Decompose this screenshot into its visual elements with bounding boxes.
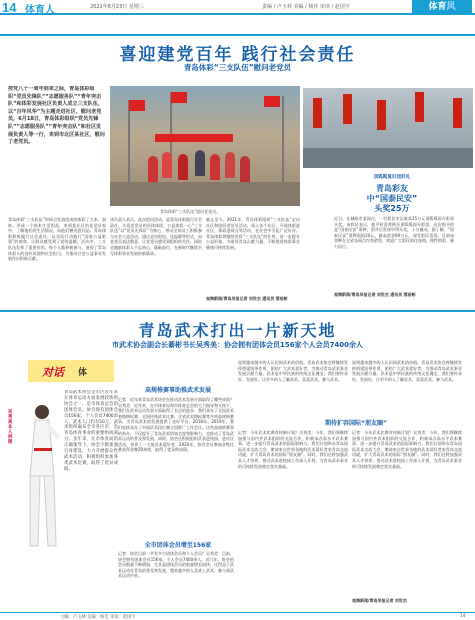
article2-title: 青岛武术打出一片新天地 [138, 321, 337, 340]
page-header [0, 0, 475, 15]
sidebar-label: 顶呱呱复归送好礼 [373, 175, 411, 180]
article2-s2-body: 记者：协会目前一共有多少团体会员和个人会员？吴秀美：目前，协会拥有团体会员156家，个人会员7400余人。近几年，协会的会员数量不断增加，尤其是团体会员的数量增长较快。这得益于武术运动在青岛的普及和发展，越来越多的人喜欢上武术，参与到武术运动中来。 [118, 551, 234, 579]
dialogue-badge: 对话 体 [28, 360, 114, 382]
person-caption: 吴秀美 本人供图 [8, 410, 13, 445]
article2-s3-body: 记者：今年武术比赛有何新计划？吴秀美：今年，我们将继续加强与国内外武术组织的交流合作，积极承办高水平武术赛事，进一步提升青岛武术的国际影响力。我们计划举办青岛国际武术交流大会，邀请来自世界各地的武术爱好者来青岛交流切磋，扩大青岛武术的国际“朋友圈”。同时，我们还将加强武术人才培养，推动武术进校园工作深入开展，为青岛武术事业的可持续发展奠定坚实基础。 [238, 430, 348, 469]
divider [0, 34, 475, 36]
article2-s3-body: 记者：今年武术比赛有何新计划？吴秀美：今年，我们将继续加强与国内外武术组织的交流合作，积极承办高水平武术赛事，进一步提升青岛武术的国际影响力。我们计划举办青岛国际武术交流大会，邀请来自世界各地的武术爱好者来青岛交流切磋，扩大青岛武术的国际“朋友圈”。同时，我们还将加强武术人才培养，推动武术进校园工作深入开展，为青岛武术事业的可持续发展奠定坚实基础。 [352, 430, 462, 469]
page-number: 14 [2, 0, 17, 15]
person-photo [18, 396, 62, 576]
footer-page-number: 14 [460, 614, 466, 619]
divider [0, 310, 475, 312]
article1-col1: 青岛体彩“三支队伍”和网点发放组成的体彩了大本、加转、形成一个基本生活用品，来到某社区的老党员家中，了解他们的生活情况，向他们赠送慰问品。青岛体彩积极履行社会责任，以实际行动践行“国家公益彩票”的使命，让群众感受到了党的温暖。活动中，三支队伍发挥了重要作用，每个人都积极参与，展现了青岛体彩人的良好风貌和社会担当，为推动社会公益事业发展作出积极贡献。 [8, 217, 106, 262]
article2-right-col: 说明越来越多的人认识到武术的价值。青岛武术协会将继续发挥桥梁纽带作用，团结广大武术爱好者，为推动青岛武术事业发展贡献力量。武术是中华民族的传统文化瑰宝，我们要传承好、发展好，让更多的人了解武术、喜爱武术、参与武术。 [352, 360, 462, 382]
article2-intro: 青岛武术协会是市区近年来在体育运动方面发展较快的协会之一，是市体育总会的团体会员。协会现有团体会员156家，个人会员7400余人，武术人口约有50万，武术组织遍布全市各区市，是青岛体育事业的重要组成部分。多年来，在市体育局的正确领导下，协会不断加强自身建设，大力开展群众性武术活动，积极组织参加各类武术比赛，取得了优异成绩。 [64, 390, 118, 472]
section-title: 体育人 [25, 5, 55, 16]
sidebar-headline: 青岛彩友 中“国泰民安” 头奖25万 [366, 184, 418, 213]
article1-byline: 观海新闻/青岛早报记者 刘世杰 通讯员 蔡裕彬 [206, 296, 288, 301]
article2-byline: 观海新闻/青岛早报记者 刘世杰 [352, 598, 407, 603]
article1-title: 喜迎建党百年 践行社会责任 [119, 45, 356, 65]
article1-lead: 按党八十一周年到来之际，青岛体彩组织“党员先锋队”“志愿服务队”“青年突击队”和体彩发展社区负责人成立三支队伍，以“百年风华”为主题走进社区、慰问老党员，6月18日，青岛体彩组织“党员先锋队”“志愿服务队”“青年突击队”和社区发展负责人等一行，来到市北区某社区，慰问了老党员。 [8, 86, 105, 146]
editors-line: 责编 / 卢玉林 美编 / 杨佳 审读 / 赵国宇 [262, 4, 350, 10]
photo-caption: 青岛体彩“三支队伍”慰问老党员。 [160, 209, 221, 214]
article1-col2: 该负责人表示，此次慰问活动，是青岛体彩践行社会责任、关爱老党员的具体体现。公益体彩一心“三支队伍”以“党员先锋队”为核心，带动全体员工积极参与社会公益活动，通过走访慰问、送温暖等形式，向老党员表达敬意，让老党员感受到组织的关怀，同时也激励体彩人不忘初心、砥砺前行，在新时代继续书写体彩事业发展的新篇章。 [110, 217, 202, 256]
article2-right-col: 说明越来越多的人认识到武术的价值。青岛武术协会将继续发挥桥梁纽带作用，团结广大武术爱好者，为推动青岛武术事业发展贡献力量。武术是中华民族的传统文化瑰宝，我们要传承好、发展好，让更多的人了解武术、喜爱武术、参与武术。 [238, 360, 348, 382]
page-footer [0, 612, 475, 620]
footer-credits: 主编：卢玉林 美编：杨佳 审读：赵国宇 [60, 615, 136, 620]
article1-subtitle: 青岛体彩“三支队伍”慰问老党员 [183, 63, 292, 72]
section-heading: 高规格赛事助推武术发展 [144, 387, 211, 394]
brand-logo: 体育风 [412, 0, 472, 15]
section-heading: 期待扩容国际“朋友圈” [325, 420, 387, 427]
section-heading: 全市团体会员增至156家 [144, 542, 212, 549]
sidebar-byline: 观海新闻/青岛早报记者 刘世杰 通讯员 蔡裕彬 [334, 292, 416, 297]
article2-subtitle: 市武术协会副会长綦彬书长吴秀美：协会拥有团体会员156家个人会员7400余人 [111, 341, 364, 349]
article2-s1-body: 记者：近年来青岛武术协会在推动武术发展方面取得了哪些成绩？吴秀美：近年来，在市体育局和市体育总会的大力指导和支持下，我们在武术运动发展方面取得了长足的进步。我们承办了全国武术套路锦标赛、全国传统武术比赛、全省武术锦标赛等多项高规格赛事，为青岛武术的发展提供了良好平台。2018年、2019年，我们连续承办了中国武术段位制全国推广工作会议。这些高规格赛事的举办，不仅提升了青岛武术的知名度和影响力，也推动了青岛武术运动的普及和发展。同时，协会还积极组织武术进校园、进社区活动，培养了一大批武术爱好者。2020年，协会会员参加各级比赛获得金牌20余枚，取得了优异的成绩。 [118, 397, 234, 453]
sidebar-photo [303, 88, 473, 168]
article1-photo [110, 86, 300, 206]
article1-col3: 截止至今，2021年，青岛体彩组织“三支队伍”走访社区和慰问老党员活动，深入各个社区，开展体彩进社区、体彩进网点等活动，在社会中引起广泛好评。青岛体彩将继续发挥“三支队伍”的作用，进一步提升公益形象，为建设青岛贡献力量，不断推进体彩事业健康可持续发展。 [206, 217, 300, 250]
issue-date: 2021年6月23日 星期三 [90, 4, 144, 10]
sidebar-body: 近日，在城阳市某网点，一位彩民幸运收获25万元顶呱呱即开彩票头奖。该彩民表示，他平时喜欢购买顶呱呱即开彩票，这次购买的是“国泰民安”票种，刮开后发现中得头奖，十分激动。据了解，“国泰民安”票种面值20元，最高奖金80万元，深受彩民喜爱。目前该票种在全省各网点均有销售，欢迎广大彩民前往选购，理性购彩，量力而行。 [334, 216, 454, 249]
banner [155, 134, 233, 142]
